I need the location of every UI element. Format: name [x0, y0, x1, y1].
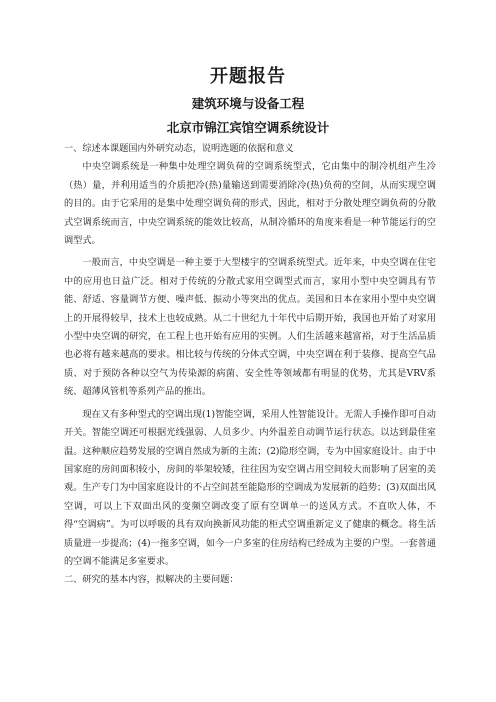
paragraph-3: 现在又有多种型式的空调出现(1)智能空调，采用人性智能设计。无需人手操作即可自动开关。智能空调还可根据光线强弱、人员多少、内外温差自动调节运行状态。以达到最佳室温。这种顺应趋势发展的空调自然成为新的主流；(2)隐形空调，专为中国家庭设计。由于中国家庭的房间面积较小，房间的举架较矮，往往因为安空调占用空间较大而影响了居室的美观。生产专门为中国家庭设计的不占空间甚至能隐形的空调成为发展新的趋势；(3)双面出风空调，可以上下双面出风的变频空调改变了原有空调单一的送风方式。不直吹人体，不得“空调病”。为可以呼吸的具有双向换新风功能的柜式空调重新定义了健康的概念。将生活质量进一步提高；(4)一拖多空调，如今一户多室的住房结构已经成为主要的户型。一套普通的空调不能满足多室要求。	[64, 408, 436, 567]
topic-title: 北京市锦江宾馆空调系统设计	[166, 120, 330, 135]
report-title: 开题报告	[210, 66, 286, 87]
document-body	[64, 140, 436, 590]
section-1-heading: 一、综述本课题国内外研究动态，说明选题的依据和意义	[64, 143, 294, 154]
paragraph-1: 中央空调系统是一种集中处理空调负荷的空调系统型式，它由集中的制冷机组产生冷（热）量，并利用适当的介质把冷(热)量输送到需要消除冷(热)负荷的空间，从而实现空调的目的。由于它采用的是集中处理空调负荷的形式，因此，相对于分散处理空调负荷的分散式空调系统而言，中央空调系统的能效比较高，从制冷循环的角度来看是一种节能运行的空调型式。	[64, 161, 436, 247]
section-2-heading: 二、研究的基本内容，拟解决的主要问题：	[64, 574, 239, 586]
paragraph-2: 一般而言，中央空调是一种主要于大型楼宇的空调系统型式。近年来，中央空调在住宅中的应用也日益广泛。相对于传统的分散式家用空调型式而言，家用小型中央空调具有节能、舒适、容量调节方便、噪声低、振动小等突出的优点。美国和日本在家用小型中央空调上的开展得较早，技术上也较成熟。从二十世纪九十年代中后期开始，我国也开始了对家用小型中央空调的研究，在工程上也开始有应用的实例。人们生活越来越富裕，对于生活品质也必将有越来越高的要求。相比较与传统的分体式空调，中央空调在利于装修、提高空气品质、对于预防各种以空气为传染源的病菌、安全性等领域都有明显的优势，尤其是VRV系统、超薄风管机等系列产品的推出。	[64, 257, 436, 398]
major-name: 建筑环境与设备工程	[191, 96, 305, 111]
